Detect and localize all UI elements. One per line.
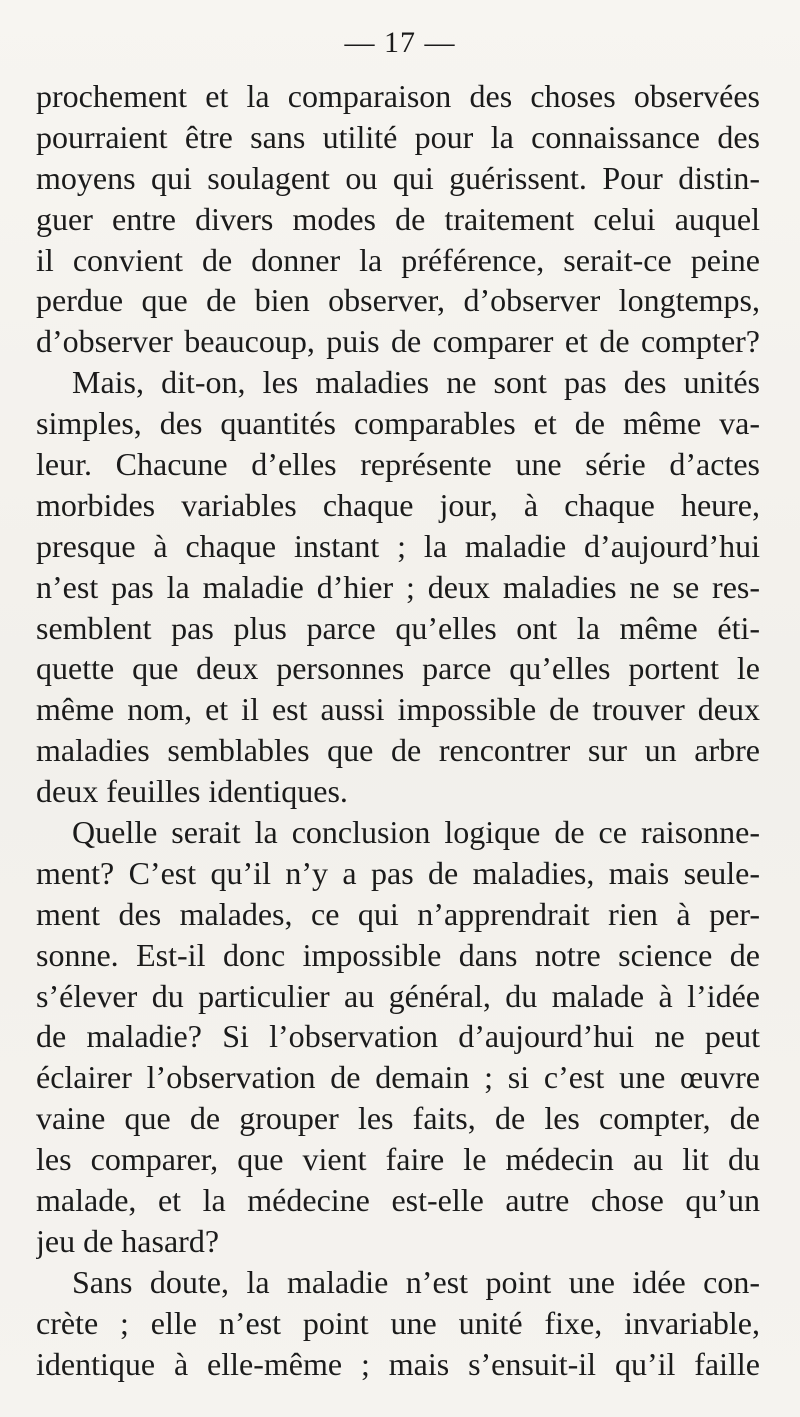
text-line: pourraient être sans utilité pour la connaissance des bbox=[36, 118, 760, 155]
text-line: maladies semblables que de rencontrer sur un arbre bbox=[36, 732, 760, 769]
text-line: n’est pas la maladie d’hier ; deux maladies ne se res- bbox=[36, 568, 760, 605]
page-number: — 17 — bbox=[344, 26, 456, 59]
text-line: il convient de donner la préférence, serait-ce peine bbox=[36, 241, 760, 278]
text-line: morbides variables chaque jour, à chaque heure, bbox=[36, 486, 760, 523]
text-line: leur. Chacune d’elles représente une série d’actes bbox=[36, 446, 760, 483]
text-line: prochement et la comparaison des choses observées bbox=[36, 78, 760, 114]
text-line: les comparer, que vient faire le médecin au lit du bbox=[36, 1141, 760, 1178]
text-line: semblent pas plus parce qu’elles ont la même éti- bbox=[36, 609, 760, 646]
text-line: même nom, et il est aussi impossible de trouver deux bbox=[36, 691, 760, 728]
text-line: Mais, dit-on, les maladies ne sont pas des unités bbox=[72, 364, 760, 401]
body-text bbox=[36, 76, 760, 1385]
text-line: deux feuilles identiques. bbox=[36, 773, 348, 810]
text-line: sonne. Est-il donc impossible dans notre science de bbox=[36, 936, 760, 973]
text-line: malade, et la médecine est-elle autre chose qu’un bbox=[36, 1182, 760, 1219]
text-line: ment des malades, ce qui n’apprendrait rien à per- bbox=[36, 895, 760, 932]
text-line: Quelle serait la conclusion logique de ce raisonne- bbox=[72, 814, 760, 851]
text-line: éclairer l’observation de demain ; si c’est une œuvre bbox=[36, 1059, 760, 1096]
text-line: guer entre divers modes de traitement celui auquel bbox=[36, 200, 760, 237]
text-line: simples, des quantités comparables et de même va- bbox=[36, 405, 760, 442]
text-line: perdue que de bien observer, d’observer longtemps, bbox=[36, 282, 760, 319]
text-line: ment? C’est qu’il n’y a pas de maladies, mais seule- bbox=[36, 854, 760, 891]
text-line: quette que deux personnes parce qu’elles portent le bbox=[36, 650, 760, 687]
text-line: s’élever du particulier au général, du malade à l’idée bbox=[36, 977, 760, 1014]
text-line: identique à elle-même ; mais s’ensuit-il qu’il faille bbox=[36, 1345, 760, 1382]
text-line: de maladie? Si l’observation d’aujourd’hui ne peut bbox=[36, 1018, 760, 1055]
text-line: Sans doute, la maladie n’est point une idée con- bbox=[72, 1263, 760, 1300]
text-line: moyens qui soulagent ou qui guérissent. Pour distin- bbox=[36, 159, 760, 196]
text-line: d’observer beaucoup, puis de comparer et de compter? bbox=[36, 323, 760, 360]
text-line: jeu de hasard? bbox=[36, 1222, 220, 1259]
text-line: crète ; elle n’est point une unité fixe, invariable, bbox=[36, 1304, 760, 1341]
text-line: presque à chaque instant ; la maladie d’aujourd’hui bbox=[36, 527, 760, 564]
text-line: vaine que de grouper les faits, de les compter, de bbox=[36, 1100, 760, 1137]
